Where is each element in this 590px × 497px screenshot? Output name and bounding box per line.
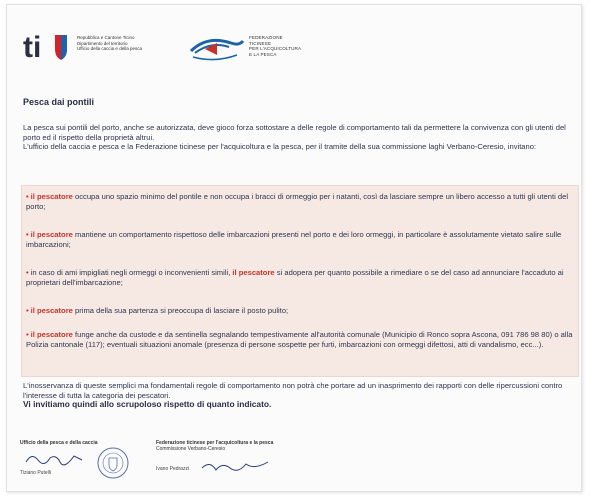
federation-fish-logo [187,33,245,63]
ticino-line: Dipartimento del territorio [77,40,128,46]
official-seal-icon [96,446,130,480]
signature-org: Federazione ticinese per l'acquicoltura e la pesca [156,440,274,446]
ticino-logo-text: ti [23,31,42,63]
letterhead [17,25,571,75]
bullet-icon: • [26,306,29,315]
bullet-icon: • [26,330,29,339]
federation-line: E LA PESCA [249,51,277,57]
highlight-pescatore: il pescatore [30,192,73,201]
rule-item: • il pescatore mantiene un comportamento rispettoso delle imbarcazioni presenti nel porto e dei loro ormeggi, in particolare è assolutamente vietato salire sulle imbarcazioni; [26,230,562,249]
intro-paragraph: L'ufficio della caccia e pesca e la Federazione ticinese per l'acquicoltura e la pesca, per il tramite della sua commissione laghi Verbano-Ceresio, invitano: [23,142,537,152]
intro-text [23,123,579,152]
page-title: Pesca dai pontili [23,97,95,107]
ticino-logo [23,29,69,63]
federation-line: FEDERAZIONE [249,35,283,40]
federation-line: TICINESE [249,40,271,46]
rule-item: • in caso di ami impigliati negli ormeggi o inconvenienti simili, il pescatore si adopera per quanto possibile a rimediare o se del caso ad annunciare l'accaduto ai proprietari dell'imbarcazione; [26,268,564,287]
signature-commission: Commissione Verbano-Ceresio [156,446,226,452]
rule-item: • il pescatore funge anche da custode e da sentinella segnalando tempestivamente all'autorità comunale (Municipio di Ronco sopra Ascona, 091 786 98 80) o alla Polizia cantonale (117); eventuali situazioni anomale (presenza di persone sospette per furti, imbarcazioni con ormeggi difettosi, atti di vandalismo, ecc...). [26,330,573,349]
signature-org: Ufficio della pesca e della caccia [20,440,98,446]
ticino-line: Repubblica e Cantone Ticino [77,35,135,40]
closing-paragraph: L'inosservanza di queste semplici ma fondamentali regole di comportamento non potrà che portare ad un inasprimento dei rapporti con delle ripercussioni contro l'interesse di tutta la categoria dei pescatori. [23,381,563,400]
federation-line: PER L'ACQUICOLTURA [249,46,302,52]
ticino-line: Ufficio della caccia e della pesca [77,46,142,52]
notice-sheet [6,4,582,492]
signature-name: Tiziano Putelli [20,470,51,476]
handwritten-signature-icon [24,450,84,466]
rules-box [21,185,579,377]
highlight-pescatore: il pescatore [30,306,73,315]
signature-name: Ivano Pedrazzi [156,466,190,472]
closing-invitation: Vi invitiamo quindi allo scrupoloso rispetto di quanto indicato. [23,399,272,410]
closing-text [23,381,579,410]
handwritten-signature-icon [200,458,270,474]
ticino-department-text [77,35,142,52]
highlight-pescatore: il pescatore [30,330,73,339]
bullet-icon: • [26,230,29,239]
federation-name-text [249,35,301,57]
highlight-pescatore: il pescatore [232,268,275,277]
bullet-icon: • [26,268,29,277]
rule-item: • il pescatore occupa uno spazio minimo del pontile e non occupa i bracci di ormeggio per i natanti, così da lasciare sempre un libero accesso a tutti gli utenti del porto; [26,192,569,211]
bullet-icon: • [26,192,29,201]
intro-paragraph: La pesca sui pontili del porto, anche se autorizzata, deve gioco forza sottostare a delle regole di comportamento tali da permettere la convivenza con gli utenti del porto ed il rispetto della proprietà altrui. [23,123,566,142]
rule-item: • il pescatore prima della sua partenza si preoccupa di lasciare il posto pulito; [26,306,289,315]
highlight-pescatore: il pescatore [30,230,73,239]
